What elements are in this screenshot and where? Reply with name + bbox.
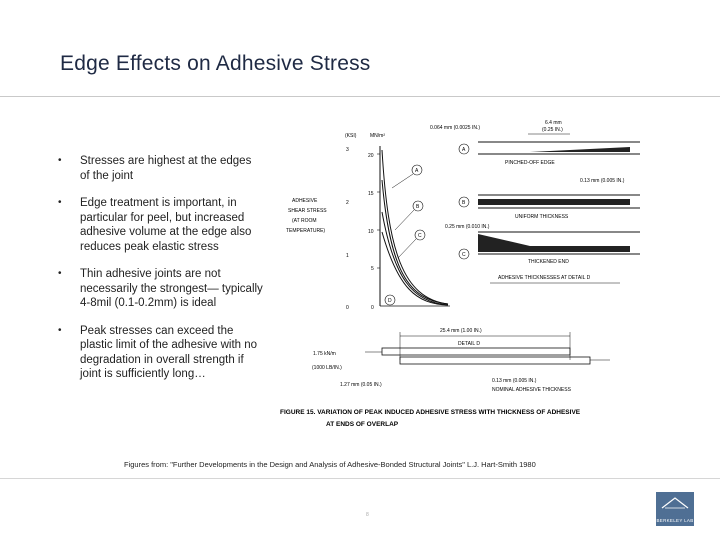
profile-caption: ADHESIVE THICKNESSES AT DETAIL D: [498, 275, 591, 281]
mn-tick: 0: [371, 305, 374, 311]
stress-axis-title: ADHESIVE: [292, 198, 318, 204]
title-divider: [0, 96, 720, 97]
detail-label: DETAIL D: [458, 341, 480, 347]
profile-caption: PINCHED-OFF EDGE: [505, 160, 555, 166]
figure-source-caption: Figures from: "Further Developments in the Design and Analysis of Adhesive-Bonded Structural Joints" L.J. Hart-Smith 1980: [124, 460, 536, 469]
profile-caption: UNIFORM THICKNESS: [515, 214, 569, 220]
bullet-item: [58, 196, 263, 254]
figure-title: AT ENDS OF OVERLAP: [326, 421, 399, 428]
bullet-item: [58, 324, 263, 382]
bullet-item: [58, 154, 263, 183]
upper-adherend: [382, 348, 570, 355]
dim-label: 25.4 mm (1.00 IN.): [440, 328, 482, 334]
adhesive-profile-a: [478, 147, 630, 152]
page-number: 8: [366, 512, 369, 518]
profile-label: C: [462, 252, 466, 258]
lower-adherend: [400, 357, 590, 364]
dim-label: 0.25 mm (0.010 IN.): [445, 224, 490, 230]
dim-label: 0.13 mm (0.005 IN.): [580, 178, 625, 184]
bullet-text: Stresses are highest at the edges of the joint: [80, 155, 252, 182]
bullet-marker: •: [58, 324, 62, 336]
dim-label: 0.064 mm (0.0025 IN.): [430, 125, 481, 131]
ksi-tick: 3: [346, 147, 349, 153]
mn-tick: 20: [368, 153, 374, 159]
dim-label: NOMINAL ADHESIVE THICKNESS: [492, 387, 571, 393]
stress-curve-c: [382, 212, 448, 305]
curve-label: C: [418, 233, 422, 239]
stress-axis-title: TEMPERATURE): [286, 228, 326, 234]
dim-label: 0.13 mm (0.005 IN.): [492, 378, 537, 384]
mn-tick: 5: [371, 266, 374, 272]
bullet-marker: •: [58, 155, 62, 166]
stress-curve-b: [382, 180, 448, 304]
stress-axis-title: (AT ROOM: [292, 218, 317, 224]
dim-label: (0.25 IN.): [542, 127, 563, 133]
ksi-tick: 0: [346, 305, 349, 311]
figure-title: FIGURE 15. VARIATION OF PEAK INDUCED ADHESIVE STRESS WITH THICKNESS OF ADHESIVE: [280, 409, 581, 416]
profile-label: B: [462, 200, 466, 206]
slide-title: Edge Effects on Adhesive Stress: [60, 52, 371, 75]
ksi-tick: 2: [346, 200, 349, 206]
curve-label: D: [388, 298, 392, 304]
logo-text: BERKELEY LAB: [656, 518, 694, 523]
bullet-text: Peak stresses can exceed the plastic limit of the adhesive with no degradation in overall strength if joint is sufficiently long…: [80, 324, 258, 380]
footer-divider: [0, 478, 720, 479]
adhesive-profile-b: [478, 199, 630, 205]
bullet-list: [58, 154, 263, 395]
stress-axis-title: SHEAR STRESS: [288, 208, 327, 214]
curve-label: B: [416, 204, 420, 210]
mn-tick: 10: [368, 229, 374, 235]
profile-label: A: [462, 147, 466, 153]
bullet-text: Thin adhesive joints are not necessarily the strongest— typically 4-8mil (0.1-0.2mm) is ideal: [80, 268, 263, 309]
dim-label: 6.4 mm: [545, 120, 562, 126]
profile-caption: THICKENED END: [528, 259, 569, 265]
ksi-axis-label: (KSI): [345, 133, 357, 139]
mn-axis-label: MN/m²: [370, 133, 385, 139]
berkeley-lab-logo: [656, 492, 694, 526]
bullet-text: Edge treatment is important, in particular for peel, but increased adhesive volume at the edge also reduces peak elastic stress: [80, 197, 252, 253]
adhesive-profile-c: [478, 234, 630, 252]
building-icon: [656, 492, 694, 514]
curve-label: A: [415, 168, 419, 174]
bullet-marker: •: [58, 197, 62, 208]
bullet-marker: •: [58, 268, 62, 279]
bullet-item: [58, 267, 263, 311]
load-label: (1000 LB/IN.): [312, 365, 342, 371]
dim-label: 1.27 mm (0.05 IN.): [340, 382, 382, 388]
ksi-tick: 1: [346, 253, 349, 259]
load-label: 1.75 kN/m: [313, 351, 336, 357]
mn-tick: 15: [368, 191, 374, 197]
adhesive-stress-figure: [280, 120, 680, 438]
